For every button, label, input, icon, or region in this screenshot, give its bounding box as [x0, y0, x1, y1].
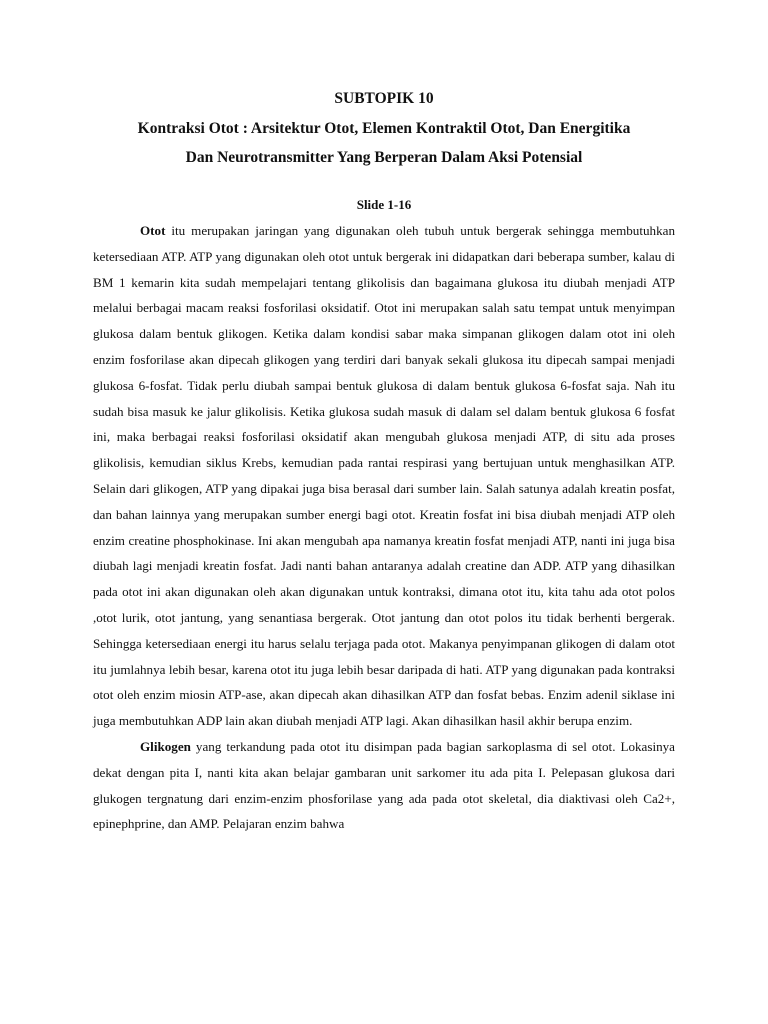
slide-label: Slide 1-16 — [356, 197, 412, 212]
document-subtitle-line-1: Kontraksi Otot : Arsitektur Otot, Elemen Kontraktil Otot, Dan Energitika — [137, 120, 631, 137]
paragraph-otot-lead: Otot — [140, 223, 166, 238]
document-subtitle-line-2: Dan Neurotransmitter Yang Berperan Dalam Aksi Potensial — [185, 149, 583, 166]
paragraph-otot — [93, 218, 675, 734]
paragraph-otot-body: itu merupakan jaringan yang digunakan oleh tubuh untuk bergerak sehingga membutuhkan ketersediaan ATP. ATP yang digunakan oleh otot untuk bergerak ini didapatkan dari beberapa sumber, kalau di BM 1 kemarin kita sudah mempelajari tentang glikolisis dan bagaimana glukosa itu diubah menjadi ATP melalui berbagai macam reaksi fosforilasi oksidatif. Otot ini merupakan salah satu tempat untuk menyimpan glukosa dalam bentuk glikogen. Ketika dalam kondisi sabar maka simpanan glikogen dalam otot ini oleh enzim fosforilase akan dipecah glikogen yang terdiri dari banyak sekali glukosa itu dipecah sampai menjadi glukosa 6-fosfat. Tidak perlu diubah sampai bentuk glukosa di dalam bentuk glukosa 6-fosfat saja. Nah itu sudah bisa masuk ke jalur glikolisis. Ketika glukosa sudah masuk di dalam sel dalam bentuk glukosa 6 fosfat ini, maka berbagai reaksi fosforilasi oksidatif akan mengubah glukosa menjadi ATP, di situ ada proses glikolisis, kemudian siklus Krebs, kemudian pada rantai respirasi yang bertujuan untuk menghasilkan ATP. Selain dari glikogen, ATP yang dipakai juga bisa berasal dari sumber lain. Salah satunya adalah kreatin posfat, dan bahan lainnya yang merupakan sumber energi bagi otot. Kreatin fosfat ini bisa diubah menjadi ATP oleh enzim creatine phosphokinase. Ini akan mengubah apa namanya kreatin fosfat menjadi ATP, nanti ini juga bisa diubah lagi menjadi kreatin fosfat. Jadi nanti bahan antaranya adalah creatine dan ADP. ATP yang dihasilkan pada otot ini akan digunakan oleh akan digunakan untuk kontraksi, dimana otot itu, kita tahu ada otot polos ,otot lurik, otot jantung, yang senantiasa bergerak. Otot jantung dan otot polos itu tidak berhenti bergerak. Sehingga ketersediaan energi itu harus selalu terjaga pada otot. Makanya penyimpanan glikogen di dalam otot itu jumlahnya lebih besar, karena otot itu juga lebih besar daripada di hati. ATP yang digunakan pada kontraksi otot oleh enzim miosin ATP-ase, akan dipecah akan dihasilkan ATP dan fosfat bebas. Enzim adenil siklase ini juga membutuhkan ADP lain akan diubah menjadi ATP lagi. Akan dihasilkan hasil akhir berupa enzim. — [93, 223, 675, 729]
document-page — [93, 84, 675, 837]
paragraph-glikogen — [93, 734, 675, 837]
document-heading: SUBTOPIK 10 — [334, 90, 434, 107]
paragraph-glikogen-lead: Glikogen — [140, 738, 191, 754]
paragraph-glikogen-body: yang terkandung pada otot itu disimpan pada bagian sarkoplasma di sel otot. Lokasinya dekat dengan pita I, nanti kita akan belajar gambaran unit sarkomer itu ada pita I. Pelepasan glukosa dari glukogen tergnatung dari enzim-enzim phosforilase yang ada pada otot skeletal, dia diaktivasi oleh Ca2+, epinephprine, dan AMP. Pelajaran enzim bahwa — [93, 738, 675, 832]
